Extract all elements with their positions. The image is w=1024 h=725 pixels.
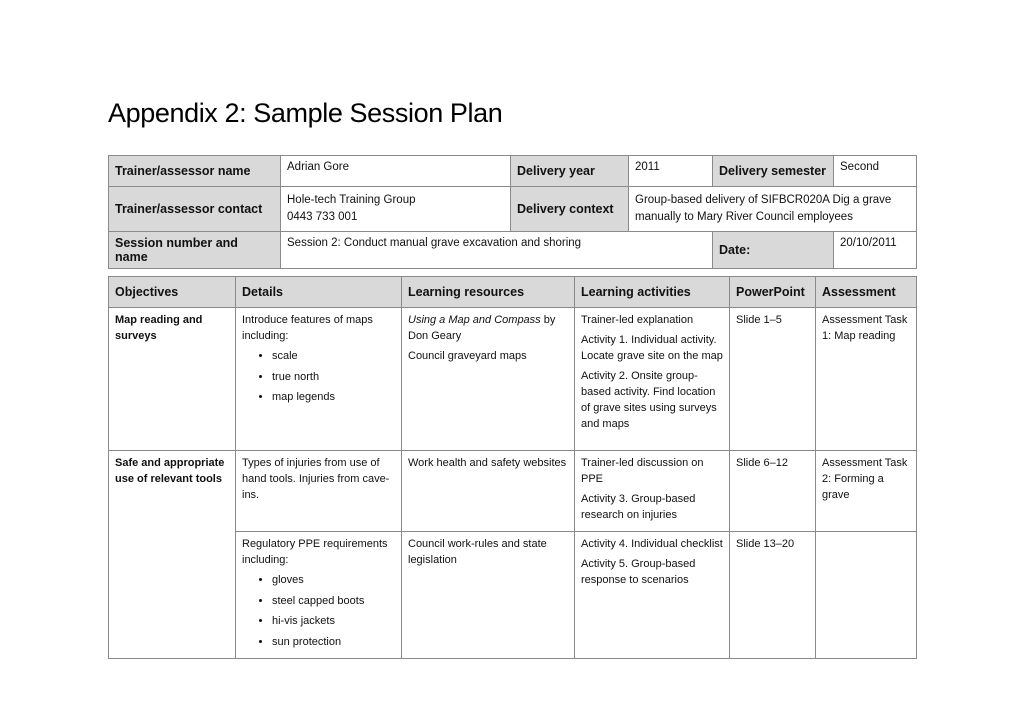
- session-label: Session number and name: [109, 232, 281, 269]
- session-info-table: [108, 155, 917, 269]
- delivery-year-value: 2011: [629, 156, 713, 187]
- resource-book: [408, 312, 568, 344]
- delivery-semester-value: Second: [834, 156, 917, 187]
- details-cell: [236, 532, 402, 659]
- trainer-name-label: Trainer/assessor name: [109, 156, 281, 187]
- trainer-contact-label: Trainer/assessor contact: [109, 187, 281, 232]
- list-item: • steel capped boots: [272, 593, 395, 609]
- list-item: • sun protection: [272, 634, 395, 650]
- session-plan-table: [108, 276, 917, 659]
- list-item: • true north: [272, 369, 395, 385]
- resource-book-author: by Don Geary: [408, 314, 556, 342]
- powerpoint-cell: Slide 6–12: [730, 451, 816, 532]
- assessment-cell: [816, 532, 917, 659]
- list-item: • map legends: [272, 389, 395, 405]
- objective-cell: Safe and appropriate use of relevant tools: [109, 451, 236, 659]
- resources-cell: Council work-rules and state legislation: [402, 532, 575, 659]
- header-details: Details: [236, 277, 402, 308]
- objective-cell: Map reading and surveys: [109, 308, 236, 451]
- header-assessment: Assessment: [816, 277, 917, 308]
- activity-item: Activity 3. Group-based research on injuries: [581, 493, 696, 521]
- details-list: [242, 572, 395, 650]
- list-item: • scale: [272, 348, 395, 364]
- delivery-context-label: Delivery context: [511, 187, 629, 232]
- list-item: • gloves: [272, 572, 395, 588]
- delivery-year-label: Delivery year: [511, 156, 629, 187]
- activities-cell: [575, 308, 730, 451]
- details-intro: Regulatory PPE requirements including:: [242, 538, 388, 566]
- delivery-semester-label: Delivery semester: [713, 156, 834, 187]
- trainer-contact-phone: 0443 733 001: [287, 211, 358, 223]
- resource-item: Council graveyard maps: [408, 350, 527, 362]
- delivery-context-value: Group-based delivery of SIFBCR020A Dig a grave manually to Mary River Council employees: [629, 187, 917, 232]
- details-intro: Introduce features of maps including:: [242, 314, 373, 342]
- header-resources: Learning resources: [402, 277, 575, 308]
- trainer-contact-value: [281, 187, 511, 232]
- assessment-cell: Assessment Task 1: Map reading: [816, 308, 917, 451]
- activity-item: Trainer-led discussion on PPE: [581, 457, 704, 485]
- table-row: [109, 308, 917, 451]
- date-label-text: Date:: [719, 243, 751, 257]
- activity-item: Activity 1. Individual activity. Locate grave site on the map: [581, 334, 723, 362]
- activity-item: Activity 2. Onsite group-based activity. Find location of grave sites using surveys and maps: [581, 370, 717, 430]
- details-list: [242, 348, 395, 405]
- trainer-name-value: Adrian Gore: [281, 156, 511, 187]
- header-objectives: Objectives: [109, 277, 236, 308]
- trainer-contact-org: Hole-tech Training Group: [287, 194, 416, 206]
- list-item: • hi-vis jackets: [272, 613, 395, 629]
- powerpoint-cell: Slide 1–5: [730, 308, 816, 451]
- details-cell: [236, 308, 402, 451]
- activity-item: Activity 5. Group-based response to scenarios: [581, 558, 696, 586]
- resources-cell: Work health and safety websites: [402, 451, 575, 532]
- date-label: [713, 232, 834, 269]
- session-value: Session 2: Conduct manual grave excavation and shoring: [281, 232, 713, 269]
- table-row: [109, 451, 917, 532]
- header-powerpoint: PowerPoint: [730, 277, 816, 308]
- activity-item: Activity 4. Individual checklist: [581, 538, 723, 550]
- date-value: 20/10/2011: [834, 232, 917, 269]
- activities-cell: [575, 451, 730, 532]
- resources-cell: [402, 308, 575, 451]
- activities-cell: [575, 532, 730, 659]
- header-activities: Learning activities: [575, 277, 730, 308]
- assessment-cell: Assessment Task 2: Forming a grave: [816, 451, 917, 532]
- page-title: Appendix 2: Sample Session Plan: [108, 98, 503, 128]
- resource-book-title: Using a Map and Compass: [408, 314, 541, 326]
- powerpoint-cell: Slide 13–20: [730, 532, 816, 659]
- details-cell: Types of injuries from use of hand tools. Injuries from cave-ins.: [236, 451, 402, 532]
- activity-item: Trainer-led explanation: [581, 314, 694, 326]
